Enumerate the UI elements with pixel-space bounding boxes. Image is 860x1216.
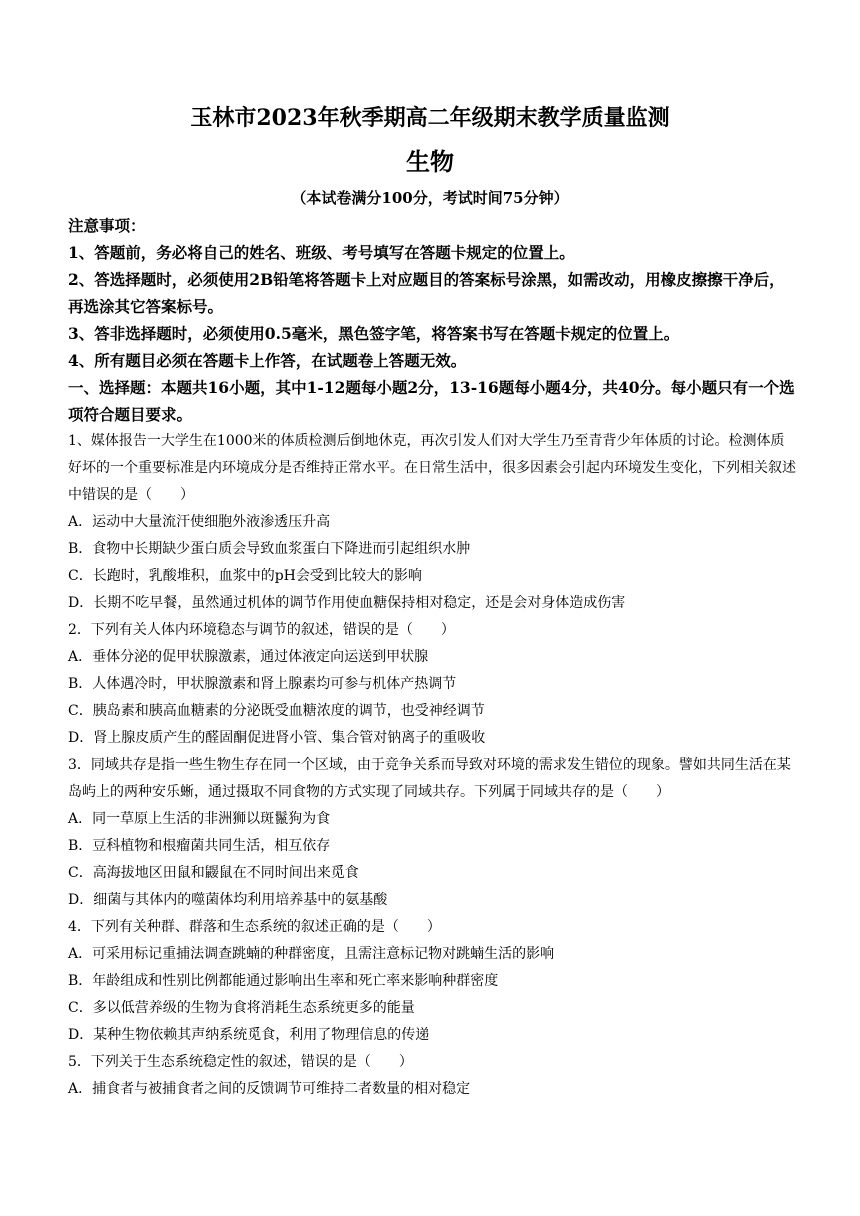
option-d: D．肾上腺皮质产生的醛固酮促进肾小管、集合管对钠离子的重吸收: [68, 730, 486, 746]
notice-item: 1、答题前，务必将自己的姓名、班级、考号填写在答题卡规定的位置上。: [68, 243, 575, 262]
option-a: A．同一草原上生活的非洲狮以斑鬣狗为食: [68, 811, 331, 827]
exam-info: （本试卷满分100分，考试时间75分钟）: [291, 189, 569, 207]
question-stem: 1、媒体报告一大学生在1000米的体质检测后倒地休克，再次引发人们对大学生乃至青背少年体质的讨论。检测体质好坏的一个重要标准是内环境成分是否维持正常水平。在日常生活中，很多因素会引起内环境发生变化，下列相关叙述中错误的是（ ）: [68, 433, 796, 503]
question-stem: 2．下列有关人体内环境稳态与调节的叙述，错误的是（ ）: [68, 622, 455, 638]
option-b: B．食物中长期缺少蛋白质会导致血浆蛋白下降进而引起组织水肿: [68, 541, 471, 557]
option-b: B．年龄组成和性别比例都能通过影响出生率和死亡率来影响种群密度: [68, 973, 499, 989]
option-a: A．垂体分泌的促甲状腺激素，通过体液定向运送到甲状腺: [68, 649, 429, 665]
option-c: C．高海拔地区田鼠和鼹鼠在不同时间出来觅食: [68, 865, 359, 881]
subject-title: 生物: [406, 147, 454, 176]
option-a: A．运动中大量流汗使细胞外液渗透压升高: [68, 514, 331, 530]
exam-title: 玉林市2023年秋季期高二年级期末教学质量监测: [190, 105, 670, 131]
option-a: A．可采用标记重捕法调查跳蝻的种群密度，且需注意标记物对跳蝻生活的影响: [68, 946, 555, 962]
question-stem: 5．下列关于生态系统稳定性的叙述，错误的是（ ）: [68, 1054, 413, 1070]
notice-item: 4、所有题目必须在答题卡上作答，在试题卷上答题无效。: [68, 351, 467, 370]
exam-body: [68, 212, 796, 1103]
option-d: D．某种生物依赖其声纳系统觅食，利用了物理信息的传递: [68, 1027, 430, 1043]
question-stem: 4．下列有关种群、群落和生态系统的叙述正确的是（ ）: [68, 919, 441, 935]
section-heading: 一、选择题：本题共16小题，其中1-12题每小题2分，13-16题每小题4分，共40分。每小题只有一个选项符合题目要求。: [68, 378, 795, 424]
option-d: D．细菌与其体内的噬菌体均利用培养基中的氨基酸: [68, 892, 388, 908]
notice-item: 3、答非选择题时，必须使用0.5毫米，黑色签字笔，将答案书写在答题卡规定的位置上。: [68, 324, 680, 343]
notice-heading: 注意事项：: [68, 216, 146, 235]
option-b: B．人体遇冷时，甲状腺激素和肾上腺素均可参与机体产热调节: [68, 676, 457, 692]
question-5: [68, 1049, 796, 1103]
option-c: C．长跑时，乳酸堆积，血浆中的pH会受到比较大的影响: [68, 568, 422, 584]
question-1: [68, 428, 796, 617]
question-2: [68, 617, 796, 752]
option-d: D．长期不吃早餐，虽然通过机体的调节作用使血糖保持相对稳定，还是会对身体造成伤害: [68, 595, 626, 611]
option-c: C．胰岛素和胰高血糖素的分泌既受血糖浓度的调节，也受神经调节: [68, 703, 485, 719]
option-c: C．多以低营养级的生物为食将消耗生态系统更多的能量: [68, 1000, 415, 1016]
option-b: B．豆科植物和根瘤菌共同生活，相互依存: [68, 838, 331, 854]
notice-item: 2、答选择题时，必须使用2B铅笔将答题卡上对应题目的答案标号涂黑，如需改动，用橡皮擦擦干净后，再选涂其它答案标号。: [68, 270, 785, 316]
question-stem: 3．同域共存是指一些生物生存在同一个区域，由于竞争关系而导致对环境的需求发生错位的现象。譬如共同生活在某岛屿上的两种安乐蜥，通过摄取不同食物的方式实现了同域共存。下列属于同域共存的是（ ）: [68, 757, 791, 800]
question-4: [68, 914, 796, 1049]
question-3: [68, 752, 796, 914]
option-a: A．捕食者与被捕食者之间的反馈调节可维持二者数量的相对稳定: [68, 1081, 471, 1097]
